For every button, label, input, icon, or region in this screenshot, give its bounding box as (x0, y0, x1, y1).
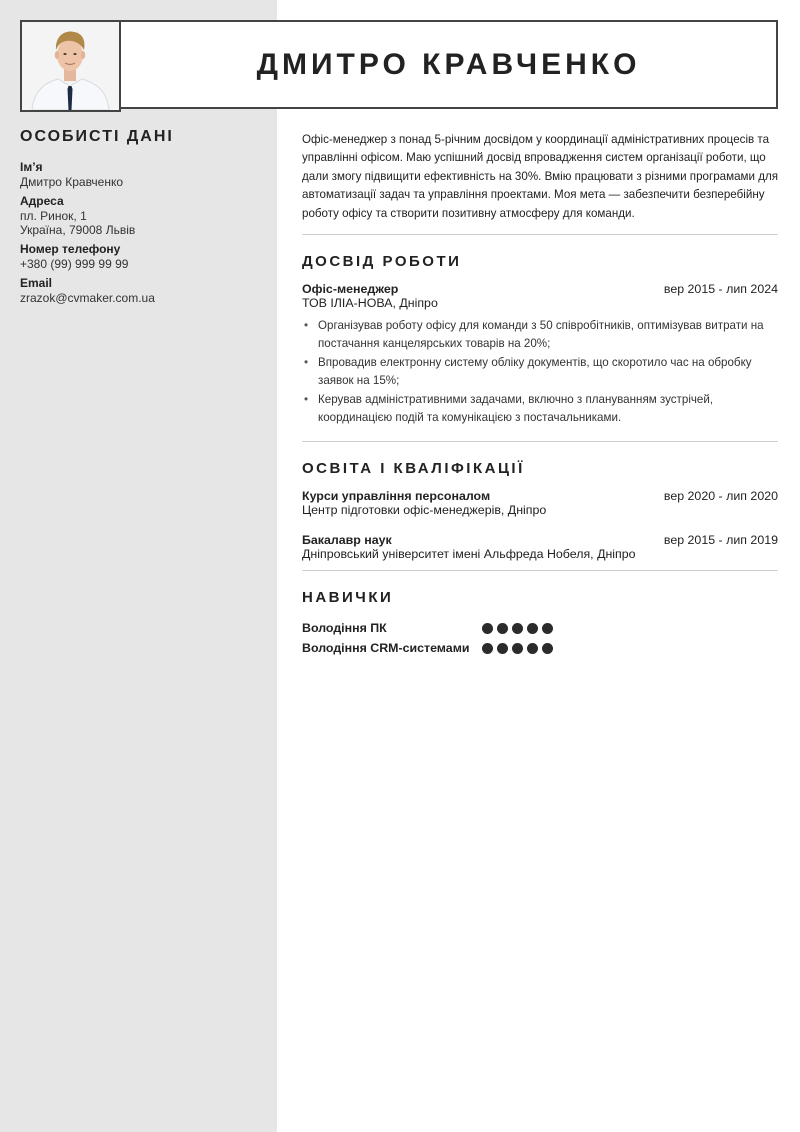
education-name: Курси управління персоналом (302, 489, 491, 504)
skill-level-dots (482, 643, 553, 654)
job-header (302, 282, 778, 296)
skill-name: Володіння ПК (302, 621, 387, 636)
personal-details (20, 128, 260, 310)
field-value: Дмитро Кравченко (20, 175, 124, 189)
profile-photo (20, 20, 121, 112)
field-value: Україна, 79008 Львів (20, 223, 136, 237)
skill-dot (497, 643, 508, 654)
education-dates: вер 2020 - лип 2020 (663, 489, 778, 504)
bullet-item: • Організував роботу офісу для команди з 50 співробітників, оптимізував витрати на постачання канцелярських товарів на 20%; (302, 317, 778, 354)
skill-level-dots (482, 623, 553, 634)
bullet-item: • Впровадив електронну систему обліку документів, що скоротило час на обробку заявок на 15%; (302, 354, 778, 391)
field-value: +380 (99) 999 99 99 (20, 257, 129, 271)
skills-section (302, 589, 778, 658)
education-name: Бакалавр наук (302, 533, 392, 548)
name-field (20, 160, 260, 189)
experience-section (302, 253, 778, 442)
name-header (119, 20, 778, 109)
field-label: Номер телефону (20, 242, 121, 256)
skill-dot (527, 643, 538, 654)
education-dates: вер 2015 - лип 2019 (663, 533, 778, 548)
education-institution: Центр підготовки офіс-менеджерів, Дніпро (302, 503, 547, 518)
skill-dot (482, 623, 493, 634)
field-label: Email (20, 276, 53, 290)
skill-name: Володіння CRM-системами (302, 641, 470, 656)
education-header (302, 489, 778, 503)
job-entry (302, 282, 778, 441)
job-position: Офіс-менеджер (302, 282, 399, 297)
skill-dot (527, 623, 538, 634)
field-label: Ім’я (20, 160, 43, 174)
personal-details-title: ОСОБИСТІ ДАНІ (20, 128, 174, 145)
skill-dot (497, 623, 508, 634)
field-value: zrazok@cvmaker.com.ua (20, 291, 155, 305)
skill-dot (512, 643, 523, 654)
field-value: пл. Ринок, 1 (20, 209, 87, 223)
experience-title: ДОСВІД РОБОТИ (302, 253, 462, 271)
education-entry (302, 533, 778, 562)
skill-row (302, 638, 778, 658)
phone-field (20, 242, 260, 271)
skill-row (302, 618, 778, 638)
field-label: Адреса (20, 194, 64, 208)
skill-dot (512, 623, 523, 634)
education-section (302, 460, 778, 571)
address-field (20, 194, 260, 237)
skills-title: НАВИЧКИ (302, 589, 394, 607)
skill-dot (542, 643, 553, 654)
full-name: ДМИТРО КРАВЧЕНКО (256, 47, 641, 81)
email-field (20, 276, 260, 305)
education-institution: Дніпровський університет імені Альфреда Нобеля, Дніпро (302, 547, 636, 562)
education-title: ОСВІТА І КВАЛІФІКАЦІЇ (302, 460, 525, 478)
job-bullets (302, 317, 778, 441)
skill-dot (482, 643, 493, 654)
job-dates: вер 2015 - лип 2024 (663, 282, 778, 297)
portrait-image (22, 22, 119, 110)
job-company: ТОВ ІЛІА-НОВА, Дніпро (302, 296, 438, 311)
main-content (302, 131, 778, 658)
education-header (302, 533, 778, 547)
skill-dot (542, 623, 553, 634)
education-entry (302, 489, 778, 518)
profile-summary: Офіс-менеджер з понад 5-річним досвідом у координації адміністративних процесів та управлінні офісом. Маю успішний досвід впровадження систем організації роботи, що дали змогу підвищити ефективність на 30%. Вмію працювати з різними програмами для автоматизації задач та управління проектами. Моя мета — забезпечити безперебійну роботу офісу та створити позитивну атмосферу для команди. (302, 131, 778, 235)
bullet-item: • Керував адміністративними задачами, включно з плануванням зустрічей, координацією подій та комунікацією з постачальниками. (302, 391, 778, 428)
